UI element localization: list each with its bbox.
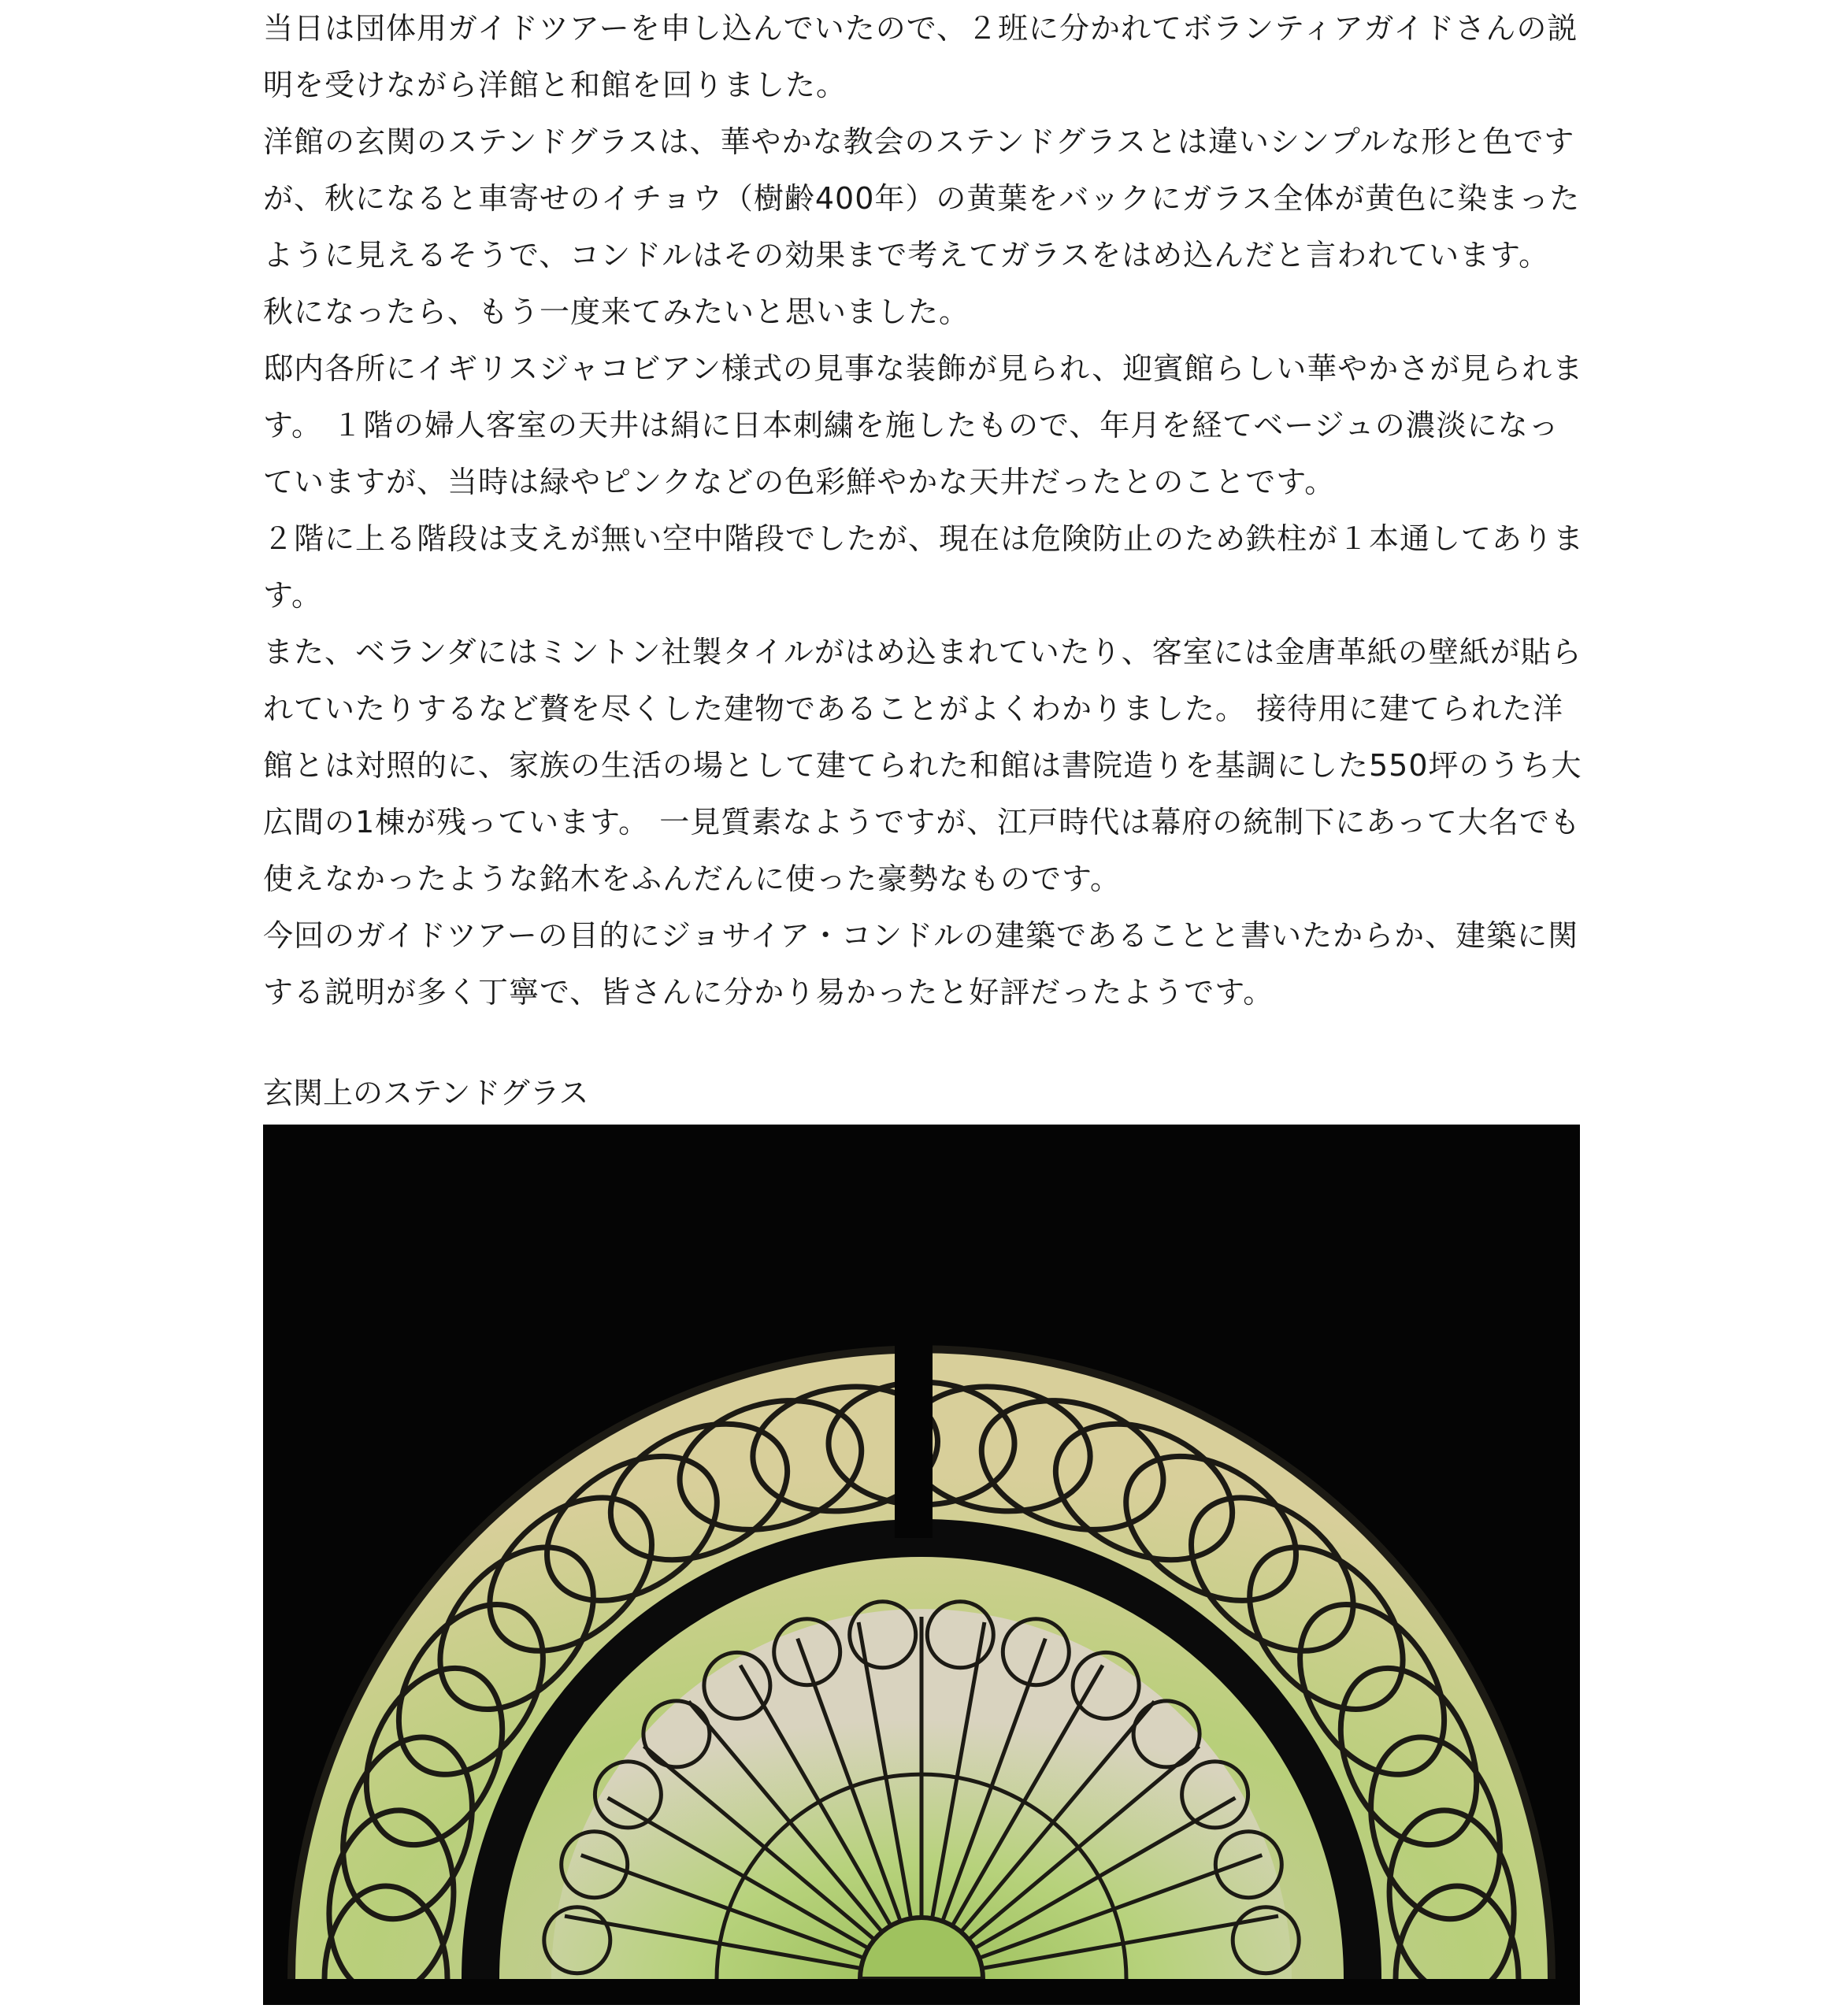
- top-mullion: [895, 1341, 933, 1538]
- paragraph-5: ２階に上る階段は支えが無い空中階段でしたが、現在は危険防止のため鉄柱が１本通してあります。: [263, 521, 1585, 613]
- bottom-band: [263, 1979, 1580, 2005]
- paragraph-4: 邸内各所にイギリスジャコビアン様式の見事な装飾が見られ、迎賓館らしい華やかさが見られます。 １階の婦人客室の天井は絹に日本刺繍を施したもので、年月を経てベージュの濃淡になっていますが、当時は緑やピンクなどの色彩鮮やかな天井だったとのことです。: [263, 351, 1584, 499]
- paragraph-6: また、ベランダにはミントン社製タイルがはめ込まれていたり、客室には金唐革紙の壁紙が貼られていたりするなど贅を尽くした建物であることがよくわかりました。 接待用に建てられた洋館とは対照的に、家族の生活の場として建てられた和館は書院造りを基調にした550坪のうち大広間の1棟が残っています。 一見質素なようですが、江戸時代は幕府の統制下にあって大名でも使えなかったような銘木をふんだんに使った豪勢なものです。: [263, 635, 1582, 896]
- paragraph-1: 当日は団体用ガイドツアーを申し込んでいたので、２班に分かれてボランティアガイドさんの説明を受けながら洋館と和館を回りました。: [263, 11, 1578, 102]
- figure-caption: 玄関上のステンドグラス: [263, 1076, 589, 1110]
- paragraph-7: 今回のガイドツアーの目的にジョサイア・コンドルの建築であることと書いたからか、建築に関する説明が多く丁寧で、皆さんに分かり易かったと好評だったようです。: [263, 918, 1579, 1010]
- paragraph-2: 洋館の玄関のステンドグラスは、華やかな教会のステンドグラスとは違いシンプルな形と色ですが、秋になると車寄せのイチョウ（樹齢400年）の黄葉をバックにガラス全体が黄色に染まったように見えるそうで、コンドルはその効果まで考えてガラスをはめ込んだと言われています。: [263, 124, 1581, 272]
- stained-glass-illustration: [263, 1125, 1580, 2005]
- article-text: [263, 0, 1586, 1021]
- paragraph-3: 秋になったら、もう一度来てみたいと思いました。: [263, 295, 970, 329]
- stained-glass-photo: [263, 1125, 1580, 2005]
